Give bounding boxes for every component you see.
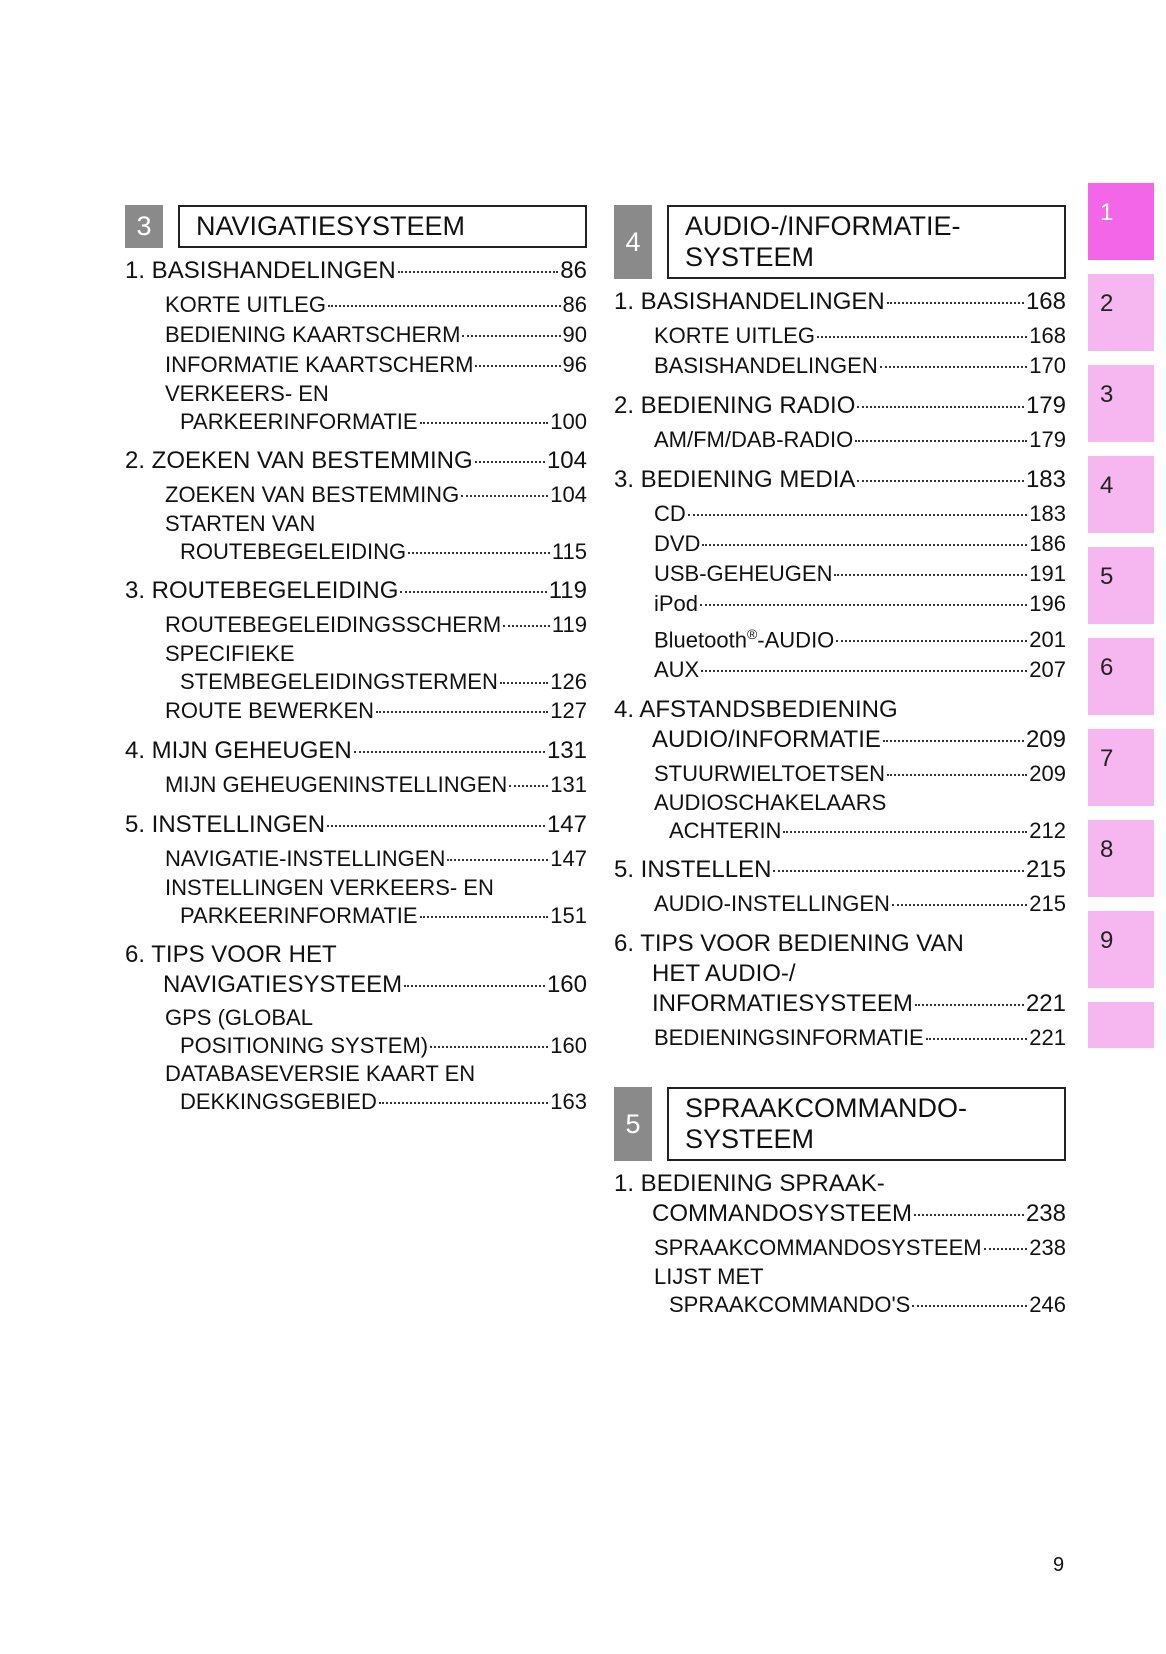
chapter-tab-3[interactable]: 3: [1088, 365, 1154, 442]
section-entry[interactable]: 3. ROUTEBEGELEIDING 119 ROUTEBEGELEIDINGSSCHERM 119 SPECIFIEKE STEMBEGELEIDINGSTERMEN 126 ROUTE BEWERKEN 127: [125, 576, 587, 726]
chapter-tab-6[interactable]: 6: [1088, 638, 1154, 715]
chapter-tab-8[interactable]: 8: [1088, 820, 1154, 897]
chapter-number: 5: [614, 1087, 652, 1161]
section-entry[interactable]: 1. BASISHANDELINGEN 86 KORTE UITLEG 86 BEDIENING KAARTSCHERM 90 INFORMATIE KAARTSCHERM 96 VERKEERS- EN PARKEERINFORMATIE 100: [125, 257, 587, 434]
toc-column-left: [125, 205, 587, 1116]
subsection-entry[interactable]: AUDIO-INSTELLINGEN 215: [654, 891, 1066, 917]
subsection-entry[interactable]: iPod 196: [654, 591, 1066, 616]
section-entry[interactable]: 2. BEDIENING RADIO 179 AM/FM/DAB-RADIO 179: [614, 391, 1066, 455]
subsection-entry[interactable]: BEDIENING KAARTSCHERM 90: [165, 322, 587, 347]
chapter-tab-index[interactable]: [1088, 1002, 1154, 1048]
toc-column-right: [614, 205, 1066, 1319]
subsection-entry[interactable]: BASISHANDELINGEN 170: [654, 353, 1066, 378]
subsection-entry[interactable]: AM/FM/DAB-RADIO 179: [654, 427, 1066, 452]
chapter-tabs: [1088, 183, 1154, 1062]
subsection-entry[interactable]: Bluetooth®-AUDIO 201: [654, 626, 1066, 653]
subsection-entry[interactable]: AUDIOSCHAKELAARS ACHTERIN 212: [654, 790, 1066, 844]
section-entry[interactable]: 5. INSTELLEN 215 AUDIO-INSTELLINGEN 215: [614, 855, 1066, 919]
chapter-number: 4: [614, 205, 652, 279]
subsection-entry[interactable]: KORTE UITLEG 86: [165, 292, 587, 317]
chapter-header-3: [125, 205, 587, 248]
subsection-entry[interactable]: BEDIENINGSINFORMATIE 221: [654, 1025, 1066, 1051]
subsection-entry[interactable]: INSTELLINGEN VERKEERS- EN PARKEERINFORMATIE 151: [165, 875, 587, 928]
chapter-tab-9[interactable]: 9: [1088, 911, 1154, 988]
subsection-entry[interactable]: NAVIGATIE-INSTELLINGEN 147: [165, 846, 587, 871]
section-entry[interactable]: 1. BEDIENING SPRAAK- COMMANDOSYSTEEM 238 SPRAAKCOMMANDOSYSTEEM 238 LIJST MET SPRAAKCOMMANDO'S 246: [614, 1170, 1066, 1318]
subsection-entry[interactable]: KORTE UITLEG 168: [654, 323, 1066, 348]
subsection-entry[interactable]: ROUTE BEWERKEN 127: [165, 698, 587, 723]
section-entry[interactable]: 4. AFSTANDSBEDIENING AUDIO/INFORMATIE 209 STUURWIELTOETSEN 209 AUDIOSCHAKELAARS ACHTERIN 212: [614, 696, 1066, 844]
chapter-tab-1[interactable]: 1: [1088, 183, 1154, 260]
subsection-entry[interactable]: LIJST MET SPRAAKCOMMANDO'S 246: [654, 1264, 1066, 1318]
subsection-entry[interactable]: DATABASEVERSIE KAART EN DEKKINGSGEBIED 163: [165, 1061, 587, 1114]
section-entry[interactable]: 1. BASISHANDELINGEN 168 KORTE UITLEG 168 BASISHANDELINGEN 170: [614, 287, 1066, 381]
subsection-entry[interactable]: STUURWIELTOETSEN 209: [654, 761, 1066, 787]
subsection-entry[interactable]: ROUTEBEGELEIDINGSSCHERM 119: [165, 612, 587, 637]
chapter-tab-5[interactable]: 5: [1088, 547, 1154, 624]
subsection-entry[interactable]: SPRAAKCOMMANDOSYSTEEM 238: [654, 1235, 1066, 1261]
section-entry[interactable]: 4. MIJN GEHEUGEN 131 MIJN GEHEUGENINSTELLINGEN 131: [125, 736, 587, 800]
chapter-header-4: [614, 205, 1066, 279]
subsection-entry[interactable]: SPECIFIEKE STEMBEGELEIDINGSTERMEN 126: [165, 641, 587, 694]
section-entry[interactable]: 2. ZOEKEN VAN BESTEMMING 104 ZOEKEN VAN BESTEMMING 104 STARTEN VAN ROUTEBEGELEIDING 115: [125, 447, 587, 564]
chapter-tab-7[interactable]: 7: [1088, 729, 1154, 806]
chapter-title: AUDIO-/INFORMATIE- SYSTEEM: [667, 205, 1066, 279]
chapter-number: 3: [125, 205, 163, 248]
section-entry[interactable]: 3. BEDIENING MEDIA 183 CD 183 DVD 186 USB-GEHEUGEN 191 iPod 196 Bluetooth®-AUDIO 201 AUX 207: [614, 465, 1066, 685]
subsection-entry[interactable]: ZOEKEN VAN BESTEMMING 104: [165, 482, 587, 507]
section-entry[interactable]: 6. TIPS VOOR HET NAVIGATIESYSTEEM 160 GPS (GLOBAL POSITIONING SYSTEM) 160 DATABASEVERSIE KAART EN DEKKINGSGEBIED 163: [125, 941, 587, 1114]
page-number: 9: [1053, 1554, 1065, 1576]
chapter-tab-4[interactable]: 4: [1088, 456, 1154, 533]
subsection-entry[interactable]: GPS (GLOBAL POSITIONING SYSTEM) 160: [165, 1005, 587, 1058]
subsection-entry[interactable]: STARTEN VAN ROUTEBEGELEIDING 115: [165, 511, 587, 564]
chapter-header-5: [614, 1087, 1066, 1161]
subsection-entry[interactable]: AUX 207: [654, 657, 1066, 683]
subsection-entry[interactable]: MIJN GEHEUGENINSTELLINGEN 131: [165, 772, 587, 797]
section-entry[interactable]: 6. TIPS VOOR BEDIENING VAN HET AUDIO-/ INFORMATIESYSTEEM 221 BEDIENINGSINFORMATIE 221: [614, 929, 1066, 1053]
chapter-tab-2[interactable]: 2: [1088, 274, 1154, 351]
section-entry[interactable]: 5. INSTELLINGEN 147 NAVIGATIE-INSTELLINGEN 147 INSTELLINGEN VERKEERS- EN PARKEERINFORMATIE 151: [125, 811, 587, 928]
subsection-entry[interactable]: CD 183: [654, 501, 1066, 526]
chapter-title: SPRAAKCOMMANDO- SYSTEEM: [667, 1087, 1066, 1161]
subsection-entry[interactable]: USB-GEHEUGEN 191: [654, 561, 1066, 586]
subsection-entry[interactable]: INFORMATIE KAARTSCHERM 96: [165, 352, 587, 377]
chapter-title: NAVIGATIESYSTEEM: [178, 205, 587, 248]
subsection-entry[interactable]: DVD 186: [654, 531, 1066, 556]
subsection-entry[interactable]: VERKEERS- EN PARKEERINFORMATIE 100: [165, 381, 587, 434]
